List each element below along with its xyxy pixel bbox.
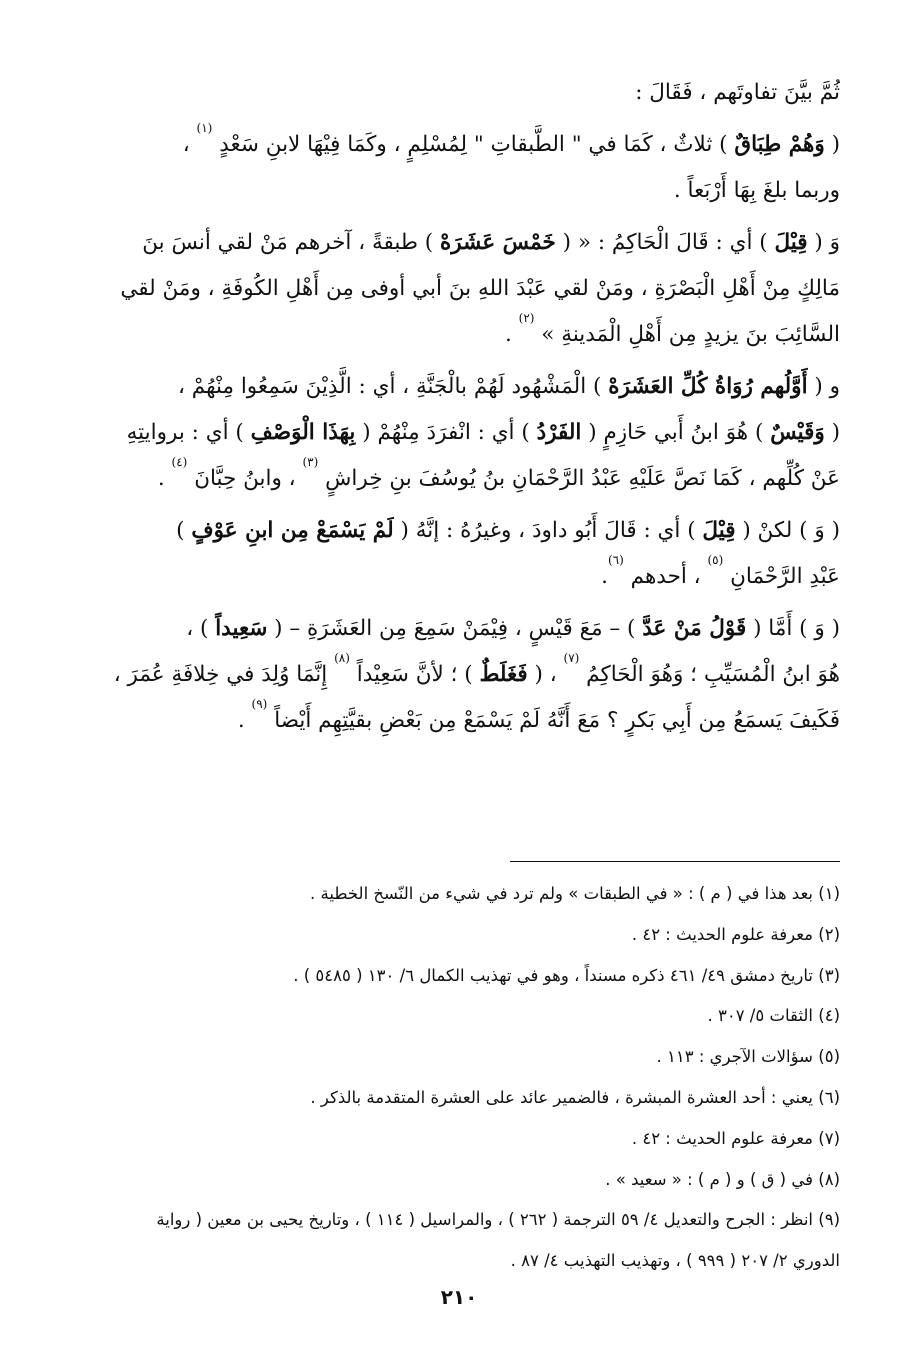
text-line-11	[80, 554, 840, 600]
quoted-verse: فَغَلَطٌ	[479, 662, 528, 687]
footnote-ref: (٨)	[334, 652, 350, 665]
text-segment: عَنْ كُلِّهم ، كَمَا نَصَّ عَلَيْهِ عَبْدُ الرَّحْمَانِ بنُ يُوسُفَ بنِ خِراشٍ	[318, 466, 840, 491]
footnote-ref: (٦)	[607, 554, 624, 567]
footnote-ref: (٧)	[563, 652, 580, 665]
footnote-9: (٩) انظر : الجرح والتعديل ٤/ ٥٩ الترجمة ( ٢٦٢ ) ، والمراسيل ( ١١٤ ) ، وتاريخ يحيى بن معين ( رواية	[156, 1210, 840, 1230]
footnote-ref: (٣)	[302, 456, 319, 469]
text-segment: )	[176, 518, 192, 543]
footnote-separator	[510, 861, 840, 862]
text-line-8	[80, 410, 840, 456]
text-segment: .	[504, 322, 519, 347]
footnote-3: (٣) تاريخ دمشق ٤٩/ ٤٦١ ذكره مسنداً ، وهو في تهذيب الكمال ٦/ ١٣٠ ( ٥٤٨٥ ) .	[293, 965, 840, 985]
footnote-9-continued: الدوري ٢/ ٢٠٧ ( ٩٩٩ ) ، وتهذيب التهذيب ٤/ ٨٧ .	[510, 1251, 840, 1271]
text-segment: ثُمَّ بيَّنَ تفاوتَهم ، فَقَالَ :	[635, 80, 840, 105]
paragraph-6	[80, 606, 840, 744]
text-segment: ) أي : بروايتِهِ	[126, 420, 251, 445]
footnote-ref: (٥)	[707, 554, 724, 567]
text-line-14	[80, 698, 840, 744]
footnote-2: (٢) معرفة علوم الحديث : ٤٢ .	[631, 924, 840, 944]
text-segment: مَالِكٍ مِنْ أَهْلِ الْبَصْرَةِ ، ومَنْ لقي عَبْدَ اللهِ بنَ أبي أوفى مِن أَهْلِ الكُوفَةِ ، ومَنْ لقي	[120, 276, 840, 301]
quoted-verse: بِهَذَا الْوَصْفِ	[250, 420, 356, 445]
text-line-5	[80, 266, 840, 312]
text-segment: ) ثلاثٌ ، كَمَا في " الطَّبقاتِ " لِمُسْلِمٍ ، وكَمَا فِيْهَا لابنِ سَعْدٍ	[212, 132, 735, 157]
text-segment: ) هُوَ ابنُ أَبي حَازِمٍ (	[581, 420, 771, 445]
text-segment: (	[824, 420, 840, 445]
footnote-ref: (٩)	[251, 698, 268, 711]
footnote-5: (٥) سؤالات الآجري : ١١٣ .	[656, 1047, 840, 1067]
quoted-verse: أَوَّلُهم رُوَاةُ كُلِّ العَشَرَهْ	[608, 374, 808, 399]
text-line-7	[80, 364, 840, 410]
text-segment: فَكَيفَ يَسمَعُ مِن أَبِي بَكرٍ ؟ مَعَ أَنَّهُ لَمْ يَسْمَعْ مِن بَعْضِ بقيَّتِهِم أَيْضاً	[267, 708, 840, 733]
text-segment: ) الْمَشْهُود لَهُمْ بالْجَنَّةِ ، أي : الَّذِيْنَ سَمِعُوا مِنْهُمْ ،	[177, 374, 609, 399]
quoted-verse: قَوْلُ مَنْ عَدَّ	[642, 616, 747, 641]
text-line-2	[80, 122, 840, 168]
quoted-verse: لَمْ يَسْمَعْ مِن ابنِ عَوْفٍ	[191, 518, 394, 543]
footnote-4: (٤) الثقات ٥/ ٣٠٧ .	[707, 1006, 840, 1026]
text-line-10	[80, 508, 840, 554]
footnotes	[80, 874, 840, 1282]
page-number: ٢١٠	[440, 1285, 478, 1309]
text-segment: ( وَ ) لكنْ (	[735, 518, 840, 543]
footnote-ref: (٢)	[518, 312, 535, 325]
quoted-verse: قِيْلَ	[702, 518, 736, 543]
text-segment: إِنَّمَا وُلِدَ في خِلافَةِ عُمَرَ ،	[113, 662, 335, 687]
paragraph-5	[80, 508, 840, 600]
text-segment: و (	[807, 374, 840, 399]
text-segment: .	[237, 708, 252, 733]
text-line-12	[80, 606, 840, 652]
text-line-6	[80, 312, 840, 358]
text-segment: ) أي : قَالَ الْحَاكِمُ : « (	[555, 230, 775, 255]
text-segment: ،	[182, 132, 197, 157]
paragraph-1	[80, 70, 840, 116]
text-line-13	[80, 652, 840, 698]
text-line-4	[80, 220, 840, 266]
quoted-verse: قِيْلَ	[774, 230, 808, 255]
text-segment: ) أي : قَالَ أَبُو داودَ ، وغيرُهُ : إنَّهُ (	[393, 518, 703, 543]
quoted-verse: الفَرْدُ	[536, 420, 582, 445]
text-line-9	[80, 456, 840, 502]
quoted-verse: وَهُمْ طِبَاقٌ	[734, 132, 825, 157]
text-segment: ) أي : انْفرَدَ مِنْهُمْ (	[355, 420, 537, 445]
text-segment: ) ،	[186, 616, 216, 641]
text-segment: ( وَ ) أَمَّا (	[746, 616, 840, 641]
footnote-7: (٧) معرفة علوم الحديث : ٤٢ .	[631, 1128, 840, 1148]
footnote-8: (٨) في ( ق ) و ( م ) : « سعيد » .	[605, 1169, 840, 1189]
text-segment: عَبْدِ الرَّحْمَانِ	[723, 564, 840, 589]
paragraph-3	[80, 220, 840, 358]
text-segment: .	[157, 466, 172, 491]
text-segment: ) – مَعَ قَيْسٍ ، فِيْمَنْ سَمِعَ مِن العَشَرَةِ – (	[267, 616, 643, 641]
footnote-1: (١) بعد هذا في ( م ) : « في الطبقات » ولم ترد في شيء من النّسخ الخطية .	[310, 884, 840, 903]
text-segment: .	[601, 564, 608, 589]
text-segment: وربما بلغَ بِهَا أَرْبَعاً .	[673, 178, 840, 203]
text-segment: ) طبقةً ، آخرهم مَنْ لقي أنسَ بنَ	[142, 230, 441, 255]
quoted-verse: وَقَيْسٌ	[770, 420, 825, 445]
paragraph-2	[80, 122, 840, 214]
quoted-verse: خَمْسَ عَشَرَهْ	[440, 230, 556, 255]
text-segment: ) ؛ لأنَّ سَعِيْداً	[349, 662, 480, 687]
text-segment: هُوَ ابنُ الْمُسَيِّبِ ؛ وَهُوَ الْحَاكِمُ	[579, 662, 840, 687]
text-segment: وَ (	[807, 230, 840, 255]
text-segment: السَّائِبَ بنَ يزيدٍ مِن أَهْلِ الْمَدينةِ »	[534, 322, 840, 347]
text-line-1	[80, 70, 840, 116]
main-text	[80, 70, 840, 750]
footnote-ref: (٤)	[171, 456, 188, 469]
footnote-ref: (١)	[196, 122, 213, 135]
text-segment: ، وابنُ حِبَّانَ	[187, 466, 303, 491]
quoted-verse: سَعِيداً	[215, 616, 268, 641]
text-line-3	[80, 168, 840, 214]
paragraph-4	[80, 364, 840, 502]
text-segment: ، أحدهم	[623, 564, 708, 589]
text-segment: ، (	[527, 662, 564, 687]
footnote-6: (٦) يعني : أحد العشرة المبشرة ، فالضمير عائد على العشرة المتقدمة بالذكر .	[310, 1087, 840, 1107]
text-segment: (	[824, 132, 840, 157]
